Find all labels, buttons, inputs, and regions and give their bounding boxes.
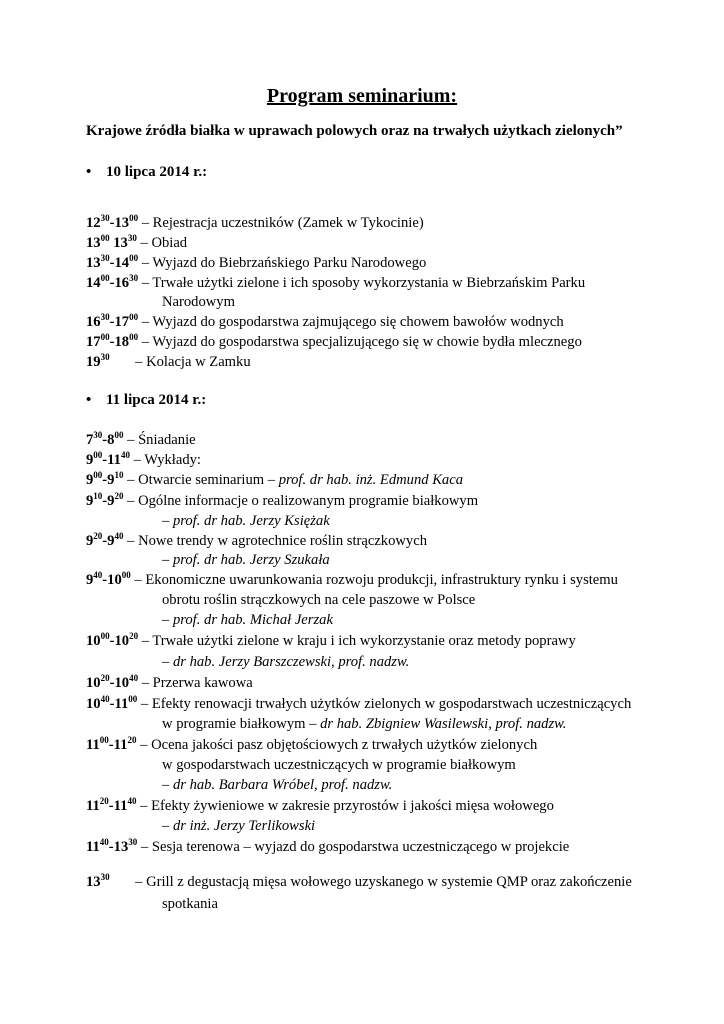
time-separator: -	[102, 432, 108, 448]
seminar-subtitle: Krajowe źródła białka w uprawach polowych oraz na trwałych użytkach zielonych”	[86, 123, 623, 139]
start-minutes: 40	[93, 570, 103, 580]
time-separator: -	[109, 696, 115, 712]
schedule-item	[86, 491, 478, 511]
schedule-continuation	[162, 652, 409, 672]
start-hour: 19	[86, 354, 101, 370]
end-hour: 17	[114, 314, 130, 330]
item-description: – Wykłady:	[129, 452, 201, 468]
end-hour: 18	[114, 334, 130, 350]
end-minutes: 30	[129, 273, 139, 283]
time-separator: -	[102, 493, 108, 509]
speaker-name: dr hab. Zbigniew Wasilewski, prof. nadzw.	[320, 716, 567, 732]
end-minutes: 00	[129, 213, 139, 223]
time-separator: -	[102, 452, 108, 468]
item-description: – Obiad	[136, 235, 188, 251]
schedule-continuation	[162, 610, 333, 630]
schedule-item	[86, 352, 251, 372]
time-separator: -	[102, 572, 108, 588]
time-range	[86, 533, 123, 549]
start-hour: 10	[86, 696, 101, 712]
schedule-item	[86, 531, 427, 551]
end-hour: 13	[113, 235, 128, 251]
start-hour: 7	[86, 432, 94, 448]
end-minutes: 40	[114, 531, 124, 541]
item-description: – Wyjazd do gospodarstwa zajmującego się chowem bawołów wodnych	[138, 314, 564, 330]
end-hour: 13	[113, 839, 129, 855]
start-minutes: 00	[93, 470, 103, 480]
start-hour: 11	[86, 737, 100, 753]
end-minutes: 20	[114, 491, 124, 501]
continuation-text: –	[162, 552, 173, 568]
speaker-name: prof. dr hab. Jerzy Księżak	[172, 513, 330, 529]
time-range	[86, 493, 123, 509]
schedule-continuation	[162, 816, 315, 836]
end-minutes: 00	[128, 694, 138, 704]
end-hour: 16	[114, 275, 130, 291]
item-description: – Ogólne informacje o realizowanym programie białkowym	[123, 493, 479, 509]
speaker-name: prof. dr hab. Jerzy Szukała	[172, 552, 330, 568]
item-description: – Ekonomiczne uwarunkowania rozwoju produkcji, infrastruktury rynku i systemu	[130, 572, 618, 588]
continuation-text: –	[162, 818, 173, 834]
item-description: – Grill z degustacją mięsa wołowego uzyskanego w systemie QMP oraz zakończenie	[109, 874, 632, 890]
page-title: Program seminarium:	[266, 85, 458, 107]
item-description: – Otwarcie seminarium –	[123, 472, 279, 488]
continuation-text: obrotu roślin strączkowych na cele paszowe w Polsce	[162, 592, 476, 608]
start-minutes: 20	[93, 531, 103, 541]
schedule-item	[86, 430, 196, 450]
schedule-item	[86, 273, 585, 293]
start-minutes: 30	[93, 430, 103, 440]
end-minutes: 00	[114, 430, 124, 440]
continuation-text: –	[162, 612, 173, 628]
start-minutes: 40	[100, 694, 110, 704]
start-minutes: 00	[100, 273, 110, 283]
schedule-continuation	[162, 292, 235, 312]
end-minutes: 00	[121, 570, 131, 580]
bullet-icon: •	[86, 392, 92, 408]
item-description: – Efekty żywieniowe w zakresie przyrostów i jakości mięsa wołowego	[136, 798, 554, 814]
time-separator: -	[109, 215, 115, 231]
bullet-icon: •	[86, 164, 92, 180]
start-hour: 9	[86, 533, 94, 549]
item-description: – Nowe trendy w agrotechnice roślin strączkowych	[123, 533, 427, 549]
item-description: – Efekty renowacji trwałych użytków zielonych w gospodarstwach uczestniczących	[137, 696, 632, 712]
schedule-item	[86, 233, 187, 253]
continuation-text: Narodowym	[162, 294, 235, 310]
item-description: – Wyjazd do Biebrzańskiego Parku Narodowego	[138, 255, 427, 271]
start-hour: 17	[86, 334, 101, 350]
schedule-item	[86, 312, 564, 332]
continuation-text: –	[162, 513, 173, 529]
end-hour: 10	[114, 675, 130, 691]
item-description: – Trwałe użytki zielone w kraju i ich wykorzystanie oraz metody poprawy	[138, 633, 576, 649]
time-range	[86, 354, 110, 370]
time-range	[86, 737, 136, 753]
end-hour: 10	[107, 572, 122, 588]
time-separator: -	[108, 798, 114, 814]
end-minutes: 10	[114, 470, 124, 480]
schedule-continuation	[162, 755, 516, 775]
start-hour: 9	[86, 572, 94, 588]
end-minutes: 40	[129, 673, 139, 683]
end-hour: 14	[114, 255, 130, 271]
start-minutes: 30	[100, 213, 110, 223]
continuation-text: –	[162, 654, 173, 670]
day1-date-heading	[86, 162, 207, 182]
time-separator: -	[109, 633, 115, 649]
time-range	[86, 839, 137, 855]
time-range	[86, 275, 138, 291]
start-minutes: 00	[93, 450, 103, 460]
time-separator: -	[109, 314, 115, 330]
start-minutes: 30	[100, 312, 110, 322]
speaker-name: prof. dr hab. Michał Jerzak	[172, 612, 333, 628]
schedule-item	[86, 673, 253, 693]
start-minutes: 30	[100, 253, 110, 263]
schedule-continuation	[162, 511, 330, 531]
time-separator: -	[109, 334, 115, 350]
end-minutes: 40	[120, 450, 130, 460]
continuation-text: w programie białkowym –	[162, 716, 321, 732]
continuation-text: w gospodarstwach uczestniczących w programie białkowym	[162, 757, 516, 773]
start-hour: 9	[86, 452, 94, 468]
item-description: – Śniadanie	[123, 432, 196, 448]
end-hour: 11	[107, 452, 121, 468]
start-hour: 9	[86, 472, 94, 488]
schedule-continuation	[162, 714, 566, 734]
time-range	[86, 255, 138, 271]
schedule-continuation	[162, 894, 218, 914]
end-hour: 10	[114, 633, 130, 649]
end-minutes: 30	[128, 837, 138, 847]
time-range	[86, 235, 137, 251]
speaker-name: dr hab. Barbara Wróbel, prof. nadzw.	[172, 777, 393, 793]
start-hour: 10	[86, 633, 101, 649]
schedule-item	[86, 796, 554, 816]
schedule-item	[86, 570, 618, 590]
end-hour: 9	[107, 533, 115, 549]
start-hour: 9	[86, 493, 94, 509]
time-range	[86, 675, 138, 691]
speaker-name: dr inż. Jerzy Terlikowski	[172, 818, 316, 834]
end-hour: 8	[107, 432, 115, 448]
day2-date: 11 lipca 2014 r.:	[106, 392, 207, 408]
end-hour: 11	[113, 737, 128, 753]
end-hour: 11	[114, 696, 129, 712]
schedule-item	[86, 332, 582, 352]
schedule-item	[86, 213, 424, 233]
speaker-name: prof. dr hab. inż. Edmund Kaca	[278, 472, 464, 488]
time-range	[86, 572, 131, 588]
start-minutes: 40	[99, 837, 109, 847]
end-minutes: 20	[129, 631, 139, 641]
schedule-item	[86, 253, 426, 273]
end-minutes: 40	[127, 796, 137, 806]
schedule-item	[86, 872, 632, 892]
time-separator: -	[109, 275, 115, 291]
start-minutes: 30	[100, 872, 110, 882]
time-range	[86, 633, 138, 649]
end-minutes: 00	[129, 332, 139, 342]
item-description: – Sesja terenowa – wyjazd do gospodarstwa uczestniczącego w projekcie	[137, 839, 570, 855]
item-description: – Trwałe użytki zielone i ich sposoby wykorzystania w Biebrzańskim Parku	[138, 275, 586, 291]
time-separator: -	[108, 737, 114, 753]
start-hour: 13	[86, 255, 101, 271]
time-range	[86, 334, 138, 350]
start-minutes: 10	[93, 491, 103, 501]
time-range	[86, 696, 137, 712]
start-hour: 11	[86, 798, 100, 814]
time-range	[86, 314, 138, 330]
time-range	[86, 874, 110, 890]
start-hour: 12	[86, 215, 101, 231]
schedule-item	[86, 694, 631, 714]
time-separator: -	[109, 675, 115, 691]
start-minutes: 00	[100, 631, 110, 641]
time-separator: -	[108, 839, 114, 855]
schedule-item	[86, 470, 463, 490]
end-minutes: 20	[127, 735, 137, 745]
continuation-text: –	[162, 777, 173, 793]
start-minutes: 30	[100, 352, 110, 362]
end-minutes: 30	[127, 233, 137, 243]
item-description: – Ocena jakości pasz objętościowych z trwałych użytków zielonych	[136, 737, 538, 753]
item-description: – Kolacja w Zamku	[109, 354, 251, 370]
start-hour: 13	[86, 874, 101, 890]
time-range	[86, 472, 123, 488]
schedule-item	[86, 631, 576, 651]
schedule-item	[86, 837, 569, 857]
start-minutes: 00	[100, 332, 110, 342]
item-description: – Wyjazd do gospodarstwa specjalizującego się w chowie bydła mlecznego	[138, 334, 582, 350]
end-hour: 13	[114, 215, 130, 231]
end-hour: 9	[107, 493, 115, 509]
end-minutes: 00	[129, 253, 139, 263]
start-hour: 16	[86, 314, 101, 330]
start-hour: 11	[86, 839, 100, 855]
day2-date-heading	[86, 390, 206, 410]
speaker-name: dr hab. Jerzy Barszczewski, prof. nadzw.	[172, 654, 410, 670]
time-range	[86, 798, 136, 814]
time-separator: -	[102, 533, 108, 549]
day1-date: 10 lipca 2014 r.:	[106, 164, 208, 180]
start-minutes: 00	[99, 735, 109, 745]
schedule-item	[86, 735, 537, 755]
time-range	[86, 452, 130, 468]
schedule-continuation	[162, 550, 330, 570]
start-minutes: 00	[100, 233, 110, 243]
start-hour: 13	[86, 235, 101, 251]
time-separator: -	[102, 472, 108, 488]
end-hour: 9	[107, 472, 115, 488]
schedule-continuation	[162, 590, 475, 610]
start-minutes: 20	[100, 673, 110, 683]
start-hour: 10	[86, 675, 101, 691]
item-description: – Przerwa kawowa	[138, 675, 253, 691]
end-minutes: 00	[129, 312, 139, 322]
time-separator: -	[109, 255, 115, 271]
time-range	[86, 432, 123, 448]
time-range	[86, 215, 138, 231]
item-description: – Rejestracja uczestników (Zamek w Tykocinie)	[138, 215, 424, 231]
end-hour: 11	[113, 798, 128, 814]
start-minutes: 20	[99, 796, 109, 806]
schedule-item	[86, 450, 201, 470]
schedule-continuation	[162, 775, 392, 795]
continuation-text: spotkania	[162, 896, 218, 912]
start-hour: 14	[86, 275, 101, 291]
